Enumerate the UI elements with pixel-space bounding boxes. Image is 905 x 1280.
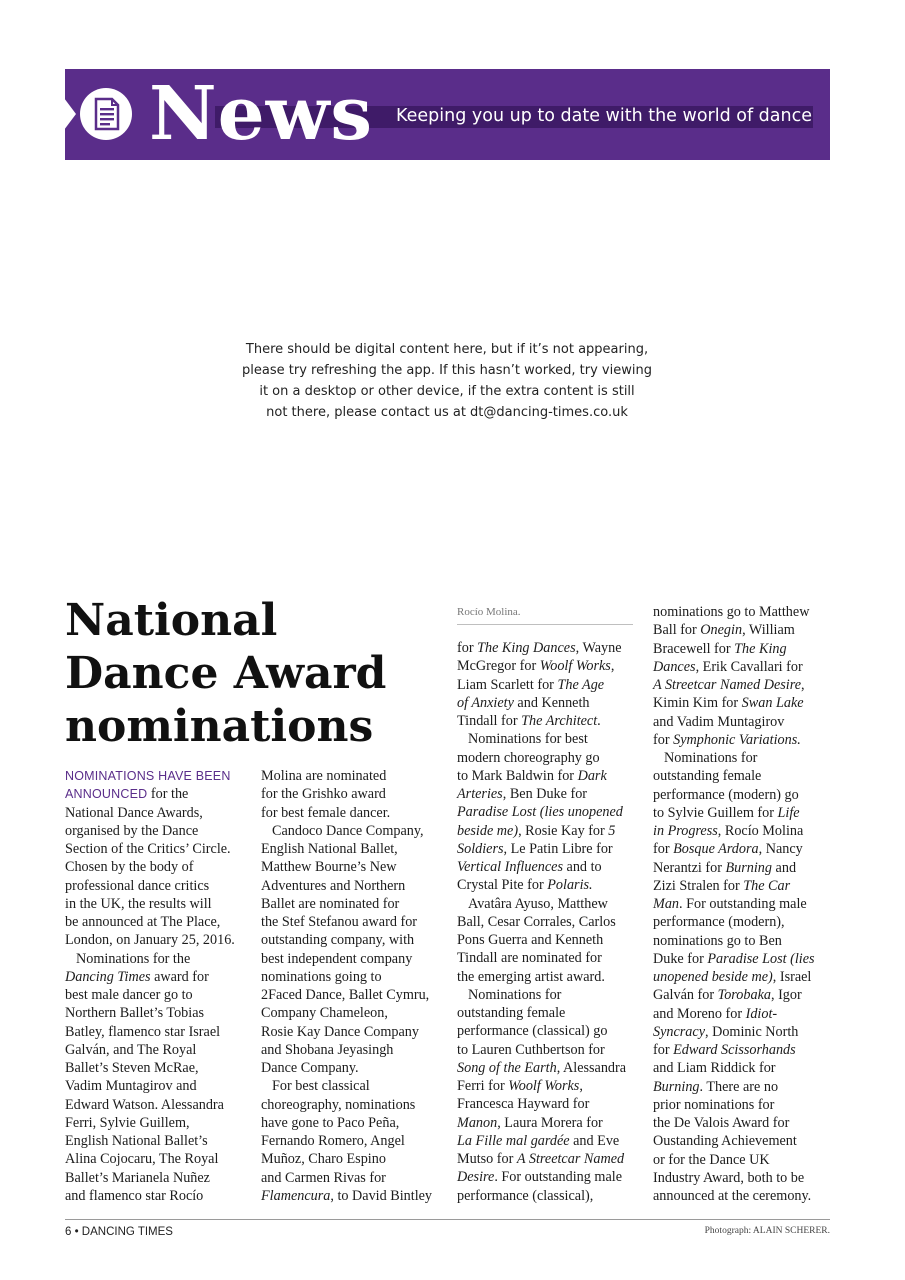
text-line: the emerging artist award.	[457, 968, 605, 985]
banner-notch	[64, 98, 76, 130]
text-line: modern choreography go	[457, 749, 600, 766]
section-title: News	[149, 71, 374, 157]
text-line: in Progress, Rocío Molina	[653, 823, 804, 839]
text-line: performance (classical) go	[457, 1023, 608, 1040]
text-line: and Vadim Muntagirov	[653, 713, 785, 730]
text-line: Kimin Kim for Swan Lake	[653, 695, 804, 712]
text-line: for Symphonic Variations.	[653, 731, 801, 748]
text-line: Mutso for A Streetcar Named	[457, 1151, 625, 1167]
text-line: Ball for Onegin, William	[653, 622, 795, 639]
text-line: Ferri for Woolf Works,	[457, 1078, 583, 1094]
text-line: performance (modern) go	[653, 786, 799, 803]
text-line: to Mark Baldwin for Dark	[457, 767, 607, 784]
text-line: announced at the ceremony.	[653, 1188, 812, 1204]
text-line: prior nominations for	[653, 1096, 775, 1113]
text-line: Bracewell for The King	[653, 640, 787, 657]
text-line: Burning. There are no	[653, 1078, 779, 1095]
text-line: outstanding female	[653, 768, 762, 785]
digital-content-notice	[240, 339, 654, 423]
article-column-3	[457, 639, 626, 1205]
footer-rule	[65, 1219, 830, 1220]
text-line: Liam Scarlett for The Age	[457, 676, 605, 693]
text-line: Duke for Paradise Lost (lies	[653, 950, 815, 967]
text-line: Francesca Hayward for	[457, 1096, 590, 1113]
news-banner	[65, 69, 830, 160]
text-line: Nerantzi for Burning and	[653, 859, 797, 876]
text-line: performance (classical),	[457, 1187, 594, 1204]
text-line: Tindall for The Architect.	[457, 713, 601, 729]
text-line: La Fille mal gardée and Eve	[457, 1132, 620, 1149]
notice-line: please try refreshing the app. If this hasn’t worked, try viewing	[242, 363, 652, 378]
article-column-1: NOMINATIONS HAVE BEEN ANNOUNCED for the National Dance Awards, organised by the Dance Section of the Critics’ Circle. Chosen by the body of professional dance critics in the UK, the results will be announced at The Place, London, on January 25, 2016. Nominations for the Dancing Times award for best male dancer go to Northern Ballet’s Tobias Batley, flamenco star Israel Galván, and The Royal Ballet’s Steven McRae, Vadim Muntagirov and Edward Watson. Alessandra Ferri, Sylvie Guillem, English National Ballet’s Alina Cojocaru, The Royal Ballet’s Marianela Nuñez and flamenco star Rocío	[65, 769, 235, 1204]
notice-line: There should be digital content here, but if it’s not appearing,	[245, 342, 649, 357]
text-line: Paradise Lost (lies unopened	[457, 804, 623, 821]
article-column-2: Molina are nominated for the Grishko award for best female dancer. Candoco Dance Company, English National Ballet, Matthew Bourne’s New Adventures and Northern Ballet are nominated for the Stef Stefanou award for outstanding company, with best independent company nominations going to 2Faced Dance, Ballet Cymru, Company Chameleon, Rosie Kay Dance Company and Shobana Jeyasingh Dance Company. For best classical choreography, nominations have gone to Paco Peña, Fernando Romero, Angel Muñoz, Charo Espino and Carmen Rivas for Flamencura, to David Bintley	[261, 768, 433, 1204]
text-line: Nominations for	[468, 986, 562, 1003]
text-line: of Anxiety and Kenneth	[457, 694, 590, 711]
text-line: Song of the Earth, Alessandra	[457, 1059, 627, 1076]
section-tagline: Keeping you up to date with the world of dance	[396, 106, 812, 126]
text-line: nominations go to Matthew	[653, 604, 810, 620]
kicker: NOMINATIONS HAVE BEEN	[65, 769, 231, 783]
text-line: Soldiers, Le Patin Libre for	[457, 840, 613, 857]
text-line: Avatâra Ayuso, Matthew	[468, 895, 608, 912]
text-line: or for the Dance UK	[653, 1151, 770, 1168]
text-line: A Streetcar Named Desire,	[653, 677, 805, 693]
text-line: for Edward Scissorhands	[653, 1042, 796, 1058]
photo-caption: Rocío Molina.	[457, 605, 633, 625]
text-line: Galván for Torobaka, Igor	[653, 987, 802, 1004]
text-line: Desire. For outstanding male	[457, 1169, 622, 1186]
text-line: unopened beside me), Israel	[653, 969, 812, 985]
text-line: Syncracy, Dominic North	[653, 1023, 799, 1040]
page-folio: 6 • DANCING TIMES	[65, 1226, 173, 1238]
text-line: to Sylvie Guillem for Life	[653, 804, 800, 821]
text-line: McGregor for Woolf Works,	[457, 658, 615, 675]
text-line: for The King Dances, Wayne	[457, 640, 622, 656]
document-icon	[80, 88, 132, 140]
article-headline: National Dance Award nominations	[65, 595, 387, 752]
text-line: Oustanding Achievement	[653, 1133, 797, 1150]
text-line: Industry Award, both to be	[653, 1169, 805, 1186]
text-line: Vertical Influences and to	[457, 859, 602, 875]
photo-credit: Photograph: ALAIN SCHERER.	[704, 1226, 830, 1236]
kicker: ANNOUNCED	[65, 787, 148, 802]
notice-line: it on a desktop or other device, if the extra content is still	[259, 384, 635, 399]
text-line: and Liam Riddick for	[653, 1060, 776, 1077]
text-line: performance (modern),	[653, 914, 785, 931]
text-line: Dances, Erik Cavallari for	[653, 658, 803, 675]
text-line: Arteries, Ben Duke for	[457, 786, 588, 802]
text-line: Zizi Stralen for The Car	[653, 877, 791, 894]
text-line: and Moreno for Idiot-	[653, 1005, 778, 1022]
notice-line: not there, please contact us at dt@dancing-times.co.uk	[266, 405, 628, 420]
text-line: Nominations for	[664, 750, 758, 766]
text-line: Pons Guerra and Kenneth	[457, 932, 604, 948]
text-line: for Bosque Ardora, Nancy	[653, 841, 803, 858]
text-line: beside me), Rosie Kay for 5	[457, 822, 616, 839]
text-line: Manon, Laura Morera for	[457, 1114, 603, 1131]
text-line: the De Valois Award for	[653, 1115, 790, 1131]
text-line: outstanding female	[457, 1005, 566, 1021]
text-line: Ball, Cesar Corrales, Carlos	[457, 913, 616, 930]
text-line: Crystal Pite for Polaris.	[457, 877, 593, 894]
text-line: Tindall are nominated for	[457, 950, 602, 967]
text-line: Nominations for best	[468, 731, 588, 748]
text-line: Man. For outstanding male	[653, 896, 807, 912]
text-line: to Lauren Cuthbertson for	[457, 1041, 605, 1058]
text-line: nominations go to Ben	[653, 932, 782, 949]
article-column-4	[653, 603, 815, 1205]
